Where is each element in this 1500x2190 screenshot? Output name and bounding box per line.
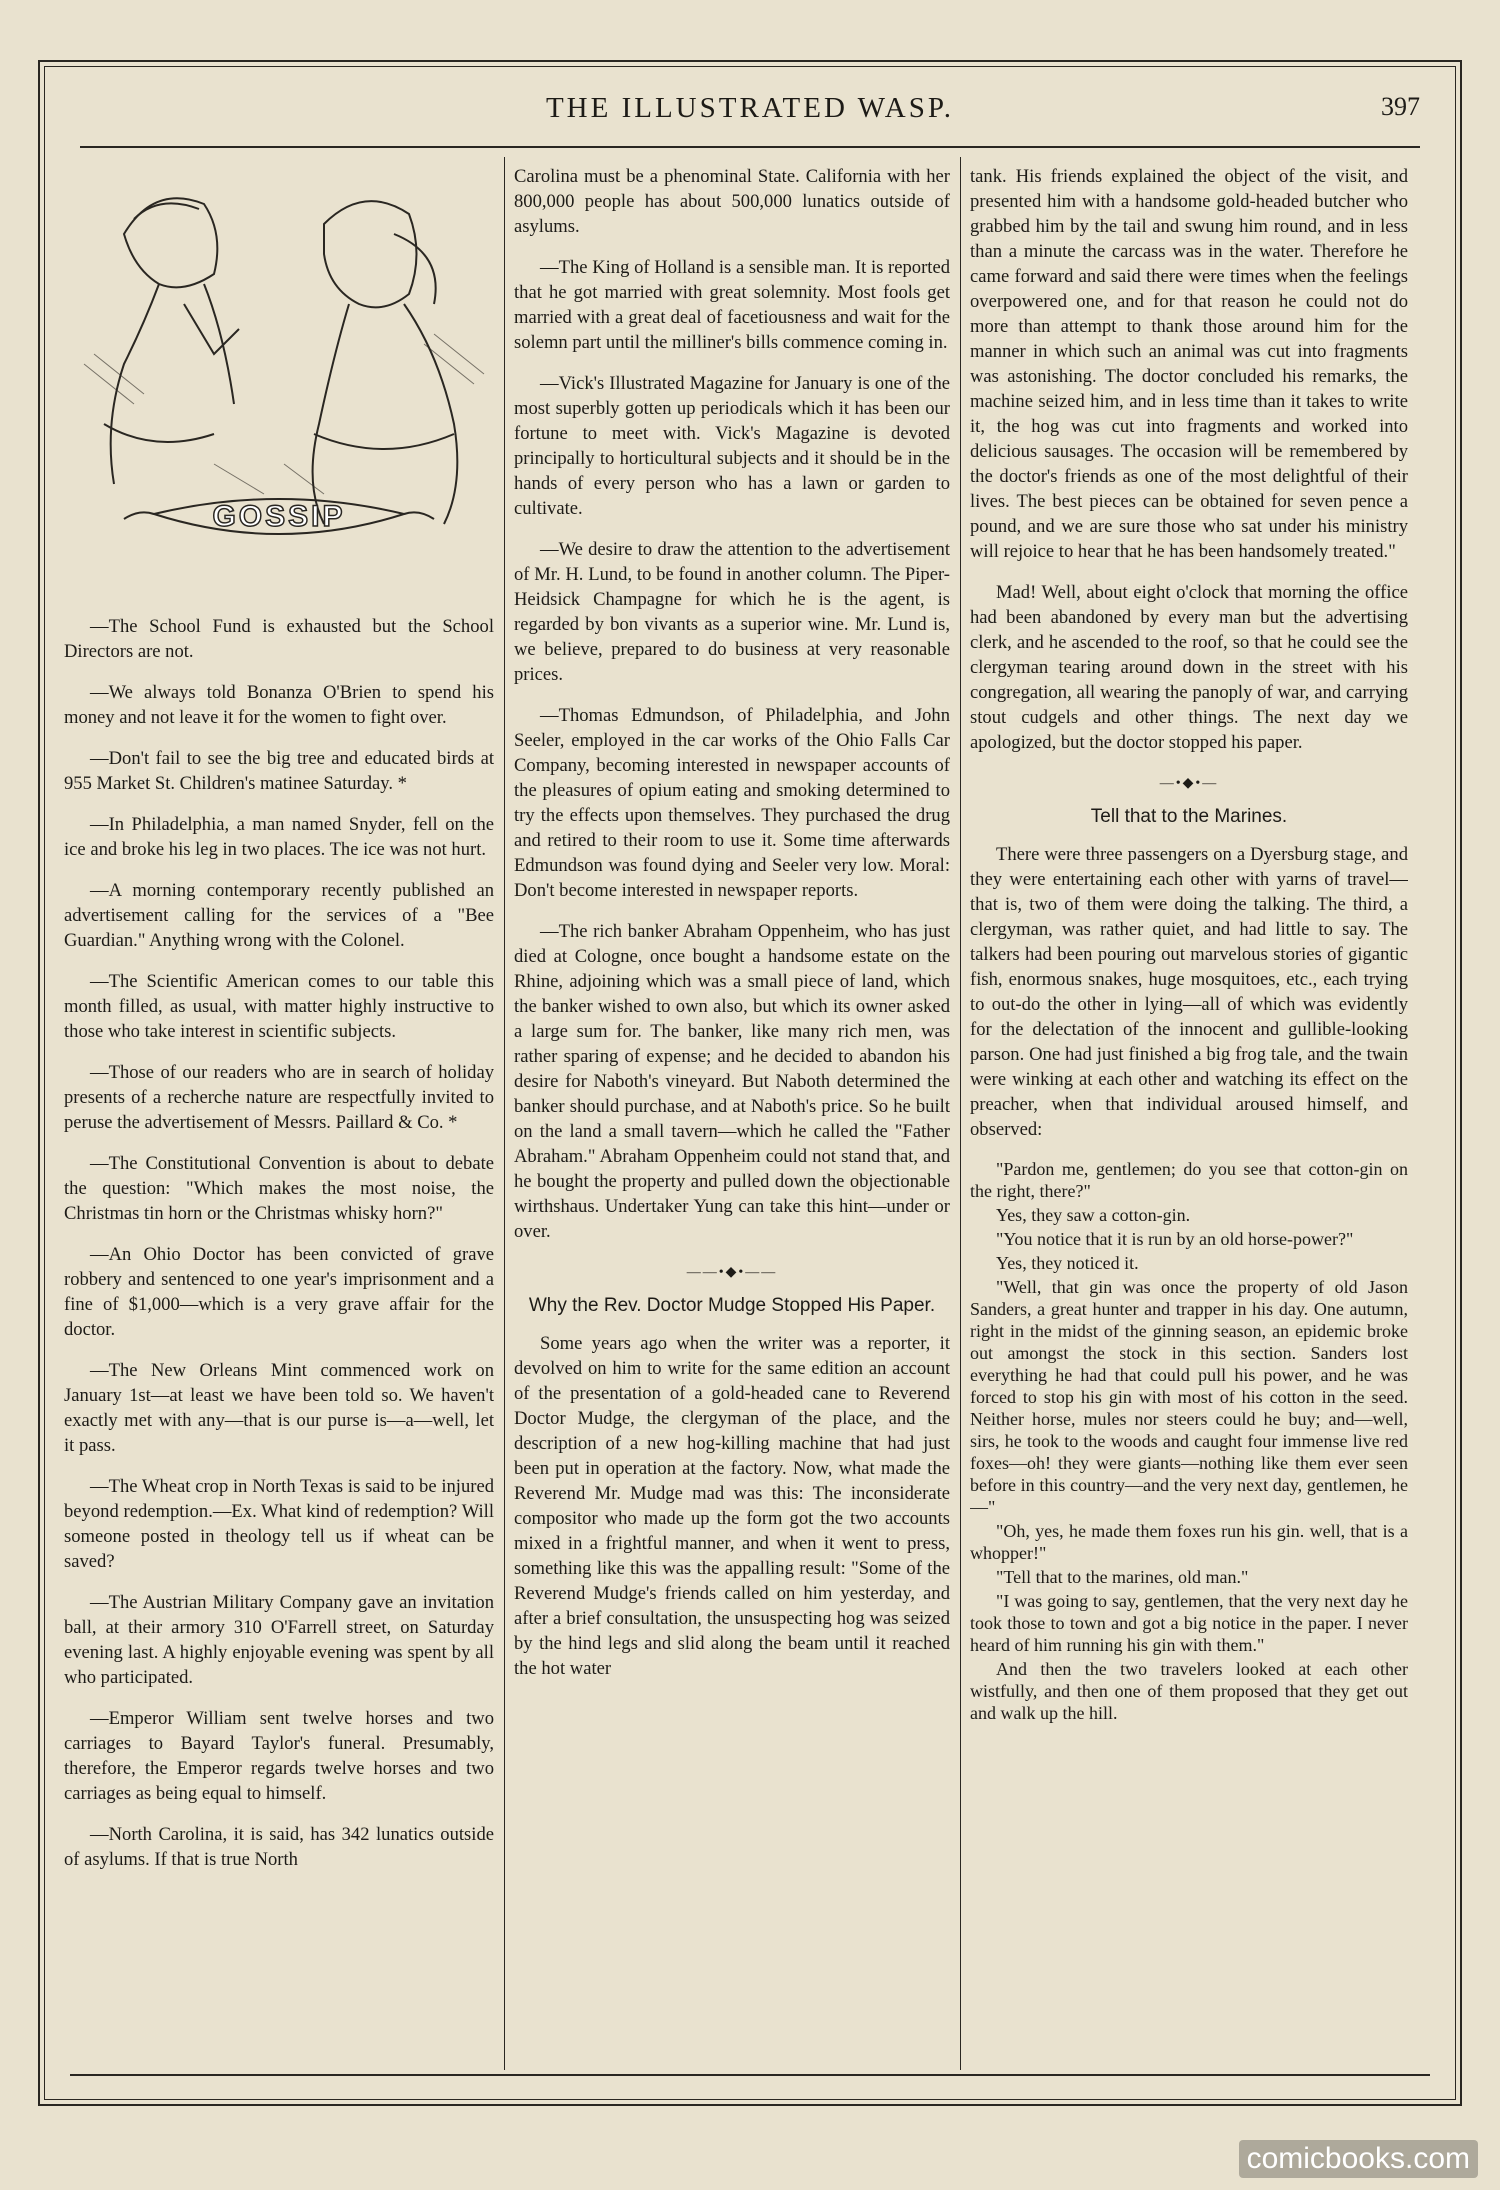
item-paragraph: —A morning contemporary recently published an advertisement calling for the services of a "Bee Guardian." Anything wrong with the Colonel. xyxy=(64,880,494,951)
item-paragraph: —The Scientific American comes to our table this month filled, as usual, with matter highly instructive to those who take interest in scientific subjects. xyxy=(64,971,494,1042)
item-paragraph: —The Wheat crop in North Texas is said to be injured beyond redemption.—Ex. What kind of redemption? Will someone posted in theology tell us if wheat can be saved? xyxy=(64,1476,494,1572)
article-paragraph: Mad! Well, about eight o'clock that morning the office had been abandoned by every man but the advertising clerk, and he ascended to the roof, so that he could see the clergyman tearing around down in the street with his congregation, all wearing the panoply of war, and carrying stout cudgels and other things. The next day we apologized, but the doctor stopped his paper. xyxy=(970,582,1408,753)
column-2 xyxy=(514,164,950,2064)
page-frame xyxy=(38,60,1462,2106)
item-paragraph: —We desire to draw the attention to the advertisement of Mr. H. Lund, to be found in another column. The Piper-Heidsick Champagne for which he is the agent, is regarded by bon vivants as a superior wine. Mr. Lund is, we believe, prepared to do business at very reasonable prices. xyxy=(514,539,950,685)
item-paragraph: —Those of our readers who are in search of holiday presents of a recherche nature are respectfully invited to peruse the advertisement of Messrs. Paillard & Co. * xyxy=(64,1062,494,1133)
item-paragraph: —The rich banker Abraham Oppenheim, who has just died at Cologne, once bought a handsome estate on the Rhine, adjoining which was a small piece of land, which the banker wished to own also, but which its owner asked a large sum for. The banker, like many rich men, was rather sparing of expense; and he decided to abandon his desire for Naboth's vineyard. But Naboth determined the banker should purchase, and at Naboth's price. So he built on the land a small tavern—which he called the "Father Abraham." Abraham Oppenheim could not stand that, and he bought the property and pulled down the objectionable wirthshaus. Undertaker Yung can take this hint—under or over. xyxy=(514,921,950,1242)
dialogue-line: "I was going to say, gentlemen, that the very next day he took those to town and got a big notice in the paper. I never heard of him running his gin with them." xyxy=(970,1591,1408,1655)
item-paragraph: Carolina must be a phenominal State. California with her 800,000 people has about 500,000 lunatics outside of asylums. xyxy=(514,166,950,237)
item-paragraph: —Vick's Illustrated Magazine for January is one of the most superbly gotten up periodicals which it has been our fortune to meet with. Vick's Magazine is devoted principally to horticultural subjects and it should be in the hands of every person who has a lawn or garden to cultivate. xyxy=(514,373,950,519)
item-paragraph: —The Constitutional Convention is about to debate the question: "Which makes the most noise, the Christmas tin horn or the Christmas whisky horn?" xyxy=(64,1153,494,1224)
item-paragraph: —An Ohio Doctor has been convicted of grave robbery and sentenced to one year's imprisonment and a fine of $1,000—which is a very grave affair for the doctor. xyxy=(64,1244,494,1340)
dialogue-line: "Well, that gin was once the property of old Jason Sanders, a great hunter and trapper in his day. One autumn, right in the midst of the ginning season, an epidemic broke out amongst the stock in this section. Sanders lost everything he had that could pull his power, and he was forced to stop his gin with most of his cotton in the seed. Neither horse, mules nor steers could he buy; and—well, sirs, he took to the woods and caught four immense live red foxes—oh! they were giants—nothing like them ever seen before in this country—and the very next day, gentlemen, he—" xyxy=(970,1277,1408,1517)
illustration-caption: GOSSIP xyxy=(212,500,346,533)
section-ornament: —•◆•— xyxy=(1159,776,1219,791)
article-heading: Why the Rev. Doctor Mudge Stopped His Paper. xyxy=(528,1295,936,1316)
section-ornament: ——•◆•—— xyxy=(686,1265,778,1280)
article-heading: Tell that to the Marines. xyxy=(1090,806,1288,827)
dialogue-line: "Oh, yes, he made them foxes run his gin. well, that is a whopper!" xyxy=(970,1521,1408,1563)
column-divider xyxy=(504,157,505,2070)
dialogue-line: "Tell that to the marines, old man." xyxy=(996,1567,1249,1587)
dialogue-line: Yes, they noticed it. xyxy=(996,1253,1139,1273)
item-paragraph: —Emperor William sent twelve horses and two carriages to Bayard Taylor's funeral. Presumably, therefore, the Emperor regards twelve horses and two carriages as being equal to himself. xyxy=(64,1708,494,1804)
watermark: comicbooks.com xyxy=(1239,2140,1478,2178)
gossip-illustration xyxy=(64,164,494,604)
item-paragraph: —North Carolina, it is said, has 342 lunatics outside of asylums. If that is true North xyxy=(64,1824,494,1870)
masthead xyxy=(80,92,1420,142)
column-1 xyxy=(64,164,494,2064)
item-paragraph: —Thomas Edmundson, of Philadelphia, and John Seeler, employed in the car works of the Ohio Falls Car Company, becoming interested in newspaper accounts of the pleasures of opium eating and smoking determined to try the effects upon themselves. They purchased the drug and retired to their room to use it. Some time afterwards Edmundson was found dying and Seeler very low. Moral: Don't become interested in newspaper reports. xyxy=(514,705,950,901)
item-paragraph: —We always told Bonanza O'Brien to spend his money and not leave it for the women to fight over. xyxy=(64,682,494,728)
column-3 xyxy=(970,164,1408,2064)
publication-title: THE ILLUSTRATED WASP. xyxy=(545,92,955,124)
item-paragraph: —Don't fail to see the big tree and educated birds at 955 Market St. Children's matinee Saturday. * xyxy=(64,748,494,794)
item-paragraph: —The School Fund is exhausted but the School Directors are not. xyxy=(64,616,494,662)
article-paragraph: There were three passengers on a Dyersburg stage, and they were entertaining each other with yarns of travel—that is, two of them were doing the talking. The third, a clergyman, was rather quiet, and had little to say. The talkers had been pouring out marvelous stories of gigantic fish, enormous snakes, huge mosquitoes, etc., each trying to out-do the other in lying—all of which was evidently for the delectation of the innocent and gullible-looking parson. One had just finished a big frog tale, and the twain were winking at each other and watching its effect on the preacher, when that individual aroused himself, and observed: xyxy=(970,844,1408,1140)
footer-rule xyxy=(70,2074,1430,2076)
header-rule xyxy=(80,146,1420,148)
page-number: 397 xyxy=(1381,92,1420,121)
item-paragraph: —The King of Holland is a sensible man. It is reported that he got married with great solemnity. Most fools get married with a great deal of facetiousness and wait for the solemn part until the milliner's bills commence coming in. xyxy=(514,257,950,353)
article-paragraph: tank. His friends explained the object of the visit, and presented him with a handsome gold-headed butcher who grabbed him by the tail and swung him round, and in less than a minute the carcass was in the water. Therefore he came forward and said there were times when the feelings overpowered one, and for that reason he could not do more than attempt to thank those around him for the manner in which such an animal was cut into fragments was astonishing. The doctor concluded his remarks, the machine seized him, and in less time than it takes to write it, the hog was cut into fragments and worked into delicious sausages. The occasion will be remembered by the doctor's friends as one of the most delightful of their lives. The best pieces can be obtained for seven pence a pound, and we are sure those who sat under his ministry will rejoice to hear that he has been handsomely treated." xyxy=(970,166,1408,562)
dialogue-line: "Pardon me, gentlemen; do you see that cotton-gin on the right, there?" xyxy=(970,1159,1408,1201)
dialogue-line: "You notice that it is run by an old horse-power?" xyxy=(996,1229,1354,1249)
item-paragraph: —The Austrian Military Company gave an invitation ball, at their armory 310 O'Farrell street, on Saturday evening last. A highly enjoyable evening was spent by all who participated. xyxy=(64,1592,494,1688)
article-paragraph: Some years ago when the writer was a reporter, it devolved on him to write for the same edition an account of the presentation of a gold-headed cane to Reverend Doctor Mudge, the clergyman of the place, and the description of a new hog-killing machine that had just been put in operation at the factory. Now, what made the Reverend Mr. Mudge mad was this: The inconsiderate compositor who made up the form got the two accounts mixed in a frightful manner, and when it went to press, something like this was the appalling result: "Some of the Reverend Mudge's friends called on him yesterday, and after a brief consultation, the unsuspecting hog was seized by the hind legs and slid along the beam until it reached the hot water xyxy=(514,1333,950,1679)
dialogue-line: Yes, they saw a cotton-gin. xyxy=(996,1205,1191,1225)
dialogue-line: And then the two travelers looked at each other wistfully, and then one of them proposed that they get out and walk up the hill. xyxy=(970,1659,1408,1723)
column-divider xyxy=(960,157,961,2070)
item-paragraph: —The New Orleans Mint commenced work on January 1st—at least we have been told so. We haven't exactly met with any—that is our purse is—a—well, let it pass. xyxy=(64,1360,494,1456)
item-paragraph: —In Philadelphia, a man named Snyder, fell on the ice and broke his leg in two places. The ice was not hurt. xyxy=(64,814,494,860)
